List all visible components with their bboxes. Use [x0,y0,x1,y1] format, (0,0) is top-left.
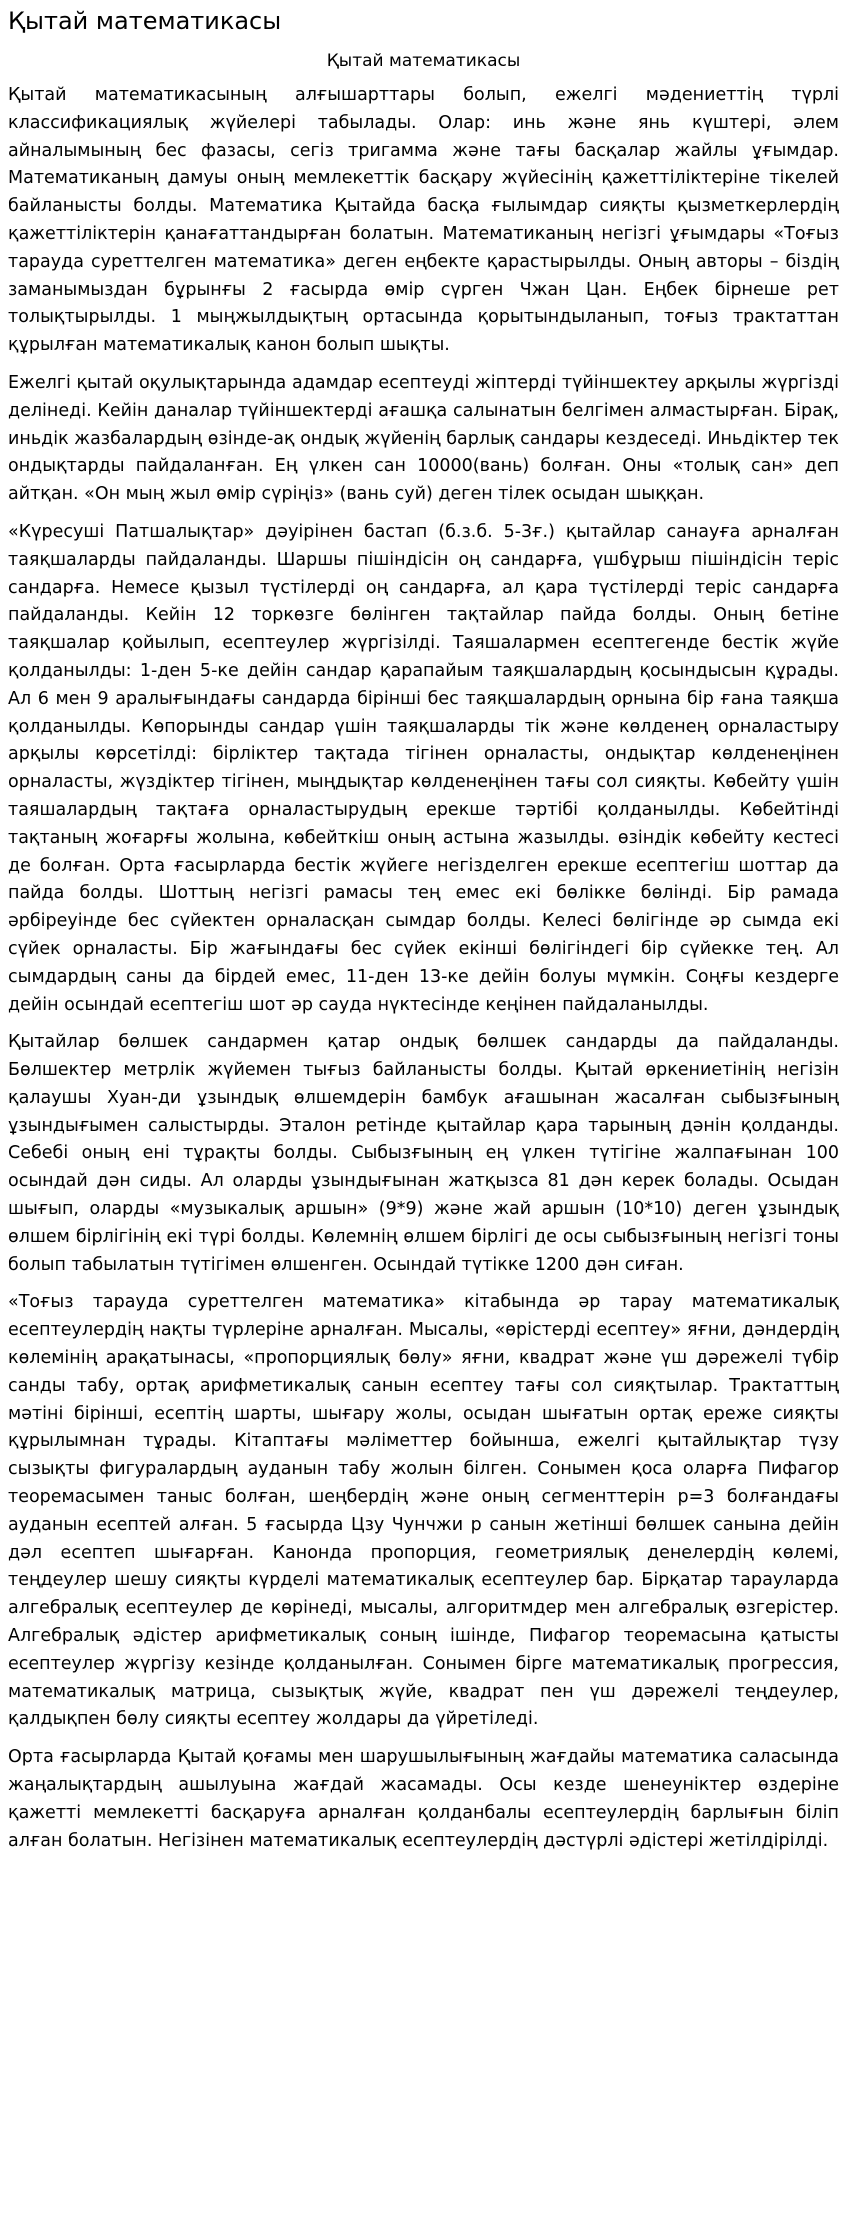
document-body [8,82,839,1855]
page-title: Қытай математикасы [8,7,282,35]
paragraph-1: Қытай математикасының алғышарттары болып, ежелгі мәдениеттің түрлі классификациялық жүйелері табылады. Олар: инь және янь күштері, әлем айналымының бес фазасы, сегіз тригамма және тағы басқалар жайлы ұғымдар. Математиканың дамуы оның мемлекеттік басқару жүйесінің қажеттіліктеріне тікелей байланысты болды. Математика Қытайда басқа ғылымдар сияқты қызметкерлердің қажеттіліктерін қанағаттандырған болатын. Математиканың негізгі ұғымдары «Тоғыз тарауда суреттелген математика» деген еңбекте қарастырылды. Оның авторы – біздің заманымыздан бұрынғы 2 ғасырда өмір сүрген Чжан Цан. Еңбек бірнеше рет толықтырылды. 1 мыңжылдықтың ортасында қорытындыланып, тоғыз трактаттан құрылған математикалық канон болып шықты. [8,85,839,356]
paragraph-5: «Тоғыз тарауда суреттелген математика» кітабында әр тарау математикалық есептеулердің нақты түрлеріне арналған. Мысалы, «өрістерді есептеу» яғни, дәндердің көлемінің арақатынасы, «пропорциялық бөлу» яғни, квадрат және үш дәрежелі түбір санды табу, ортақ арифметикалық санын есептеу тағы сол сияқтылар. Трактаттың мәтіні бірінші, есептің шарты, шығару жолы, осыдан шығатын ортақ ереже сияқты құрылымнан тұрады. Кітаптағы мәліметтер бойынша, ежелгі қытайлықтар түзу сызықты фигуралардың ауданын табу жолын білген. Сонымен қоса оларға Пифагор теоремасымен таныс болған, шеңбердің және оның сегменттерін p=3 болғандағы ауданын есептей алған. 5 ғасырда Цзу Чунчжи p санын жетінші бөлшек санына дейін дәл есептеп шығарған. Канонда пропорция, геометриялық денелердің көлемі, теңдеулер шешу сияқты күрделі математикалық есептеулер бар. Бірқатар тарауларда алгебралық есептеулер де көрінеді, мысалы, алгоритмдер мен алгебралық өзгерістер. Алгебралық әдістер арифметикалық соның ішінде, Пифагор теоремасына қатысты есептеулер жүргізу кезінде қолданылған. Сонымен бірге математикалық прогрессия, математикалық матрица, сызықтық жүйе, квадрат пен үш дәрежелі теңдеулер, қалдықпен бөлу сияқты есептеу жолдары да үйретіледі. [8,1292,839,1730]
paragraph-4: Қытайлар бөлшек сандармен қатар ондық бөлшек сандарды да пайдаланды. Бөлшектер метрлік жүйемен тығыз байланысты болды. Қытай өркениетінің негізін қалаушы Хуан-ди ұзындық өлшемдерін бамбук ағашынан жасалған сыбызғының ұзындығымен салыстырды. Эталон ретінде қытайлар қара тарының дәнін қолданды. Себебі оның ені тұрақты болды. Сыбызғының ең үлкен түтігіне жалпағынан 100 осындай дән сиды. Ал оларды ұзындығынан жатқызса 81 дән керек болады. Осыдан шығып, оларды «музыкалық аршын» (9*9) және жай аршын (10*10) деген ұзындық өлшем бірлігінің екі түрі болды. Көлемнің өлшем бірлігі де осы сыбызғының негізгі тоны болып табылатын түтігімен өлшенген. Осындай түтікке 1200 дән сиған. [8,1032,839,1275]
paragraph-2: Ежелгі қытай оқулықтарында адамдар есептеуді жіптерді түйіншектеу арқылы жүргізді делінеді. Кейін даналар түйіншектерді ағашқа салынатын белгімен алмастырған. Бірақ, иньдік жазбалардың өзінде-ақ ондық жүйенің барлық сандары кездеседі. Иньдіктер тек ондықтарды пайдаланған. Ең үлкен сан 10000(вань) болған. Оны «толық сан» деп айтқан. «Он мың жыл өмір сүріңіз» (вань суй) деген тілек осыдан шыққан. [8,372,839,505]
document-subtitle: Қытай математикасы [326,51,521,71]
paragraph-3: «Күресуші Патшалықтар» дәуірінен бастап (б.з.б. 5-3ғ.) қытайлар санауға арналған таяқшаларды пайдаланды. Шаршы пішіндісін оң сандарға, үшбұрыш пішіндісін теріс сандарға. Немесе қызыл түстілерді оң сандарға, ал қара түстілерді теріс сандарға пайдаланды. Кейін 12 торкөзге бөлінген тақтайлар пайда болды. Оның бетіне таяқшалар қойылып, есептеулер жүргізілді. Таяшалармен есептегенде бестік жүйе қолданылды: 1-ден 5-ке дейін сандар қарапайым таяқшалардың қосындысын құрады. Ал 6 мен 9 аралығындағы сандарда бірінші бес таяқшалардың орнына бір ғана таяқша қолданылды. Көпорынды сандар үшін таяқшаларды тік және көлденең орналастыру арқылы көрсетілді: бірліктер тақтада тігінен орналасты, ондықтар көлденеңінен орналасты, жүздіктер тігінен, мыңдықтар көлденеңінен тағы сол сияқты. Көбейту үшін таяшалардың тақтаға орналастырудың ерекше тәртібі қолданылды. Көбейтінді тақтаның жоғарғы жолына, көбейткіш оның астына жазылды. өзіндік көбейту кестесі де болған. Орта ғасырларда бестік жүйеге негізделген ерекше есептегіш шоттар да пайда болды. Шоттың негізгі рамасы тең емес екі бөлікке бөлінді. Бір рамада әрбіреуінде бес сүйектен орналасқан сымдар болды. Келесі бөлігінде әр сымда екі сүйек орналасты. Бір жағындағы бес сүйек екінші бөлігіндегі бір сүйекке тең. Ал сымдардың саны да бірдей емес, 11-ден 13-ке дейін болуы мүмкін. Соңғы кездерге дейін осындай есептегіш шот әр сауда нүктесінде кеңінен пайдаланылды. [8,521,839,1015]
paragraph-6: Орта ғасырларда Қытай қоғамы мен шарушылығының жағдайы математика саласында жаңалықтардың ашылуына жағдай жасамады. Осы кезде шенеуніктер өздеріне қажетті мемлекетті басқаруға арналған қолданбалы есептеулердің барлығын біліп алған болатын. Негізінен математикалық есептеулердің дәстүрлі әдістері жетілдірілді. [8,1747,839,1851]
